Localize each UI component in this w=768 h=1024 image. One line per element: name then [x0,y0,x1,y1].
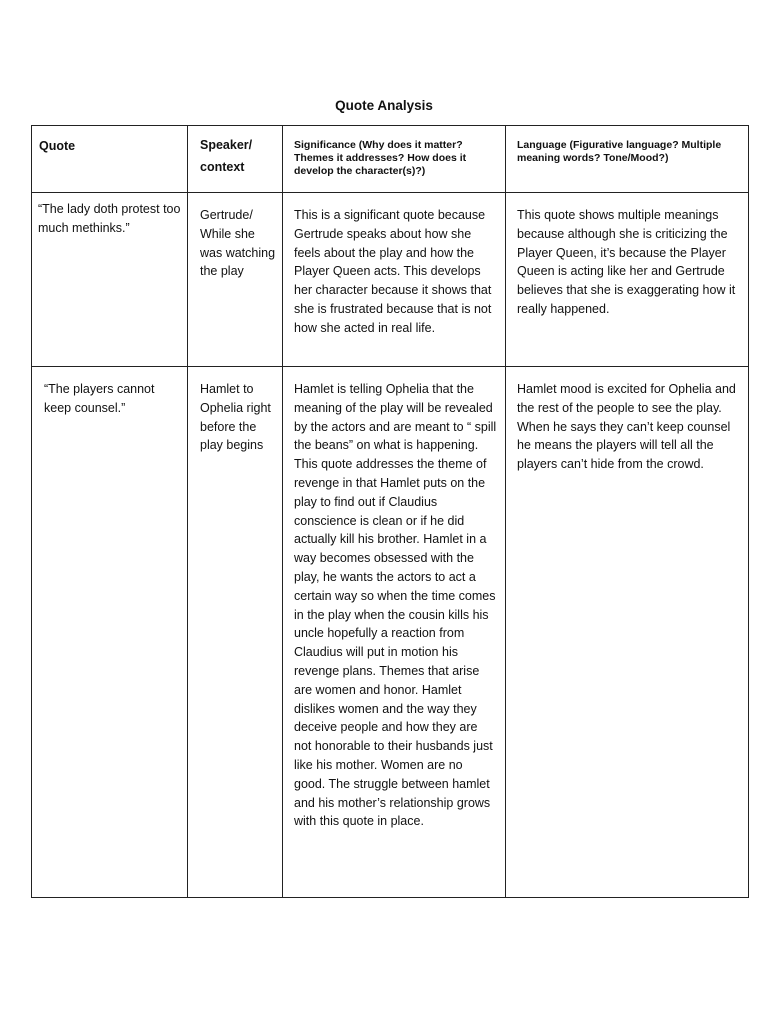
quote-cell [32,367,188,898]
significance-text: Hamlet is telling Ophelia that the meaning of the play will be revealed by the actors and are meant to “ spill the beans” on what is happening. This quote addresses the theme of revenge in that Hamlet puts on the play to find out if Claudius conscience is clean or if he did actually kill his brother. Hamlet in a way becomes obsessed with the play, he wants the actors to act a certain way so when the time comes in the play when the cousin kills his uncle hopefully a reaction from Claudius will put in motion his revenge plans. Themes that arise are women and honor. Hamlet dislikes women and the way they deceive people and how they are not honorable to their husbands just like his mother. Women are no good. The struggle between hamlet and his mother’s relationship grows with this quote in place. [294,382,497,829]
language-cell [506,193,749,367]
header-quote: Quote [39,139,76,153]
quote-cell [32,193,188,367]
header-significance: Significance (Why does it matter? Themes it addresses? How does it develop the character(s)?) [294,139,467,177]
language-text: Hamlet mood is excited for Ophelia and the rest of the people to see the play. When he says they can’t keep counsel he means the players will tell all the players can’t hide from the crowd. [517,382,736,472]
quote-text: “The lady doth protest too much methinks.” [38,202,181,235]
language-cell [506,367,749,898]
header-speaker [188,126,282,178]
table-row [32,367,749,898]
header-quote-cell [32,126,188,193]
header-speaker-cell [188,126,283,193]
table-row [32,193,749,367]
header-speaker-line2: context [200,160,245,174]
quote-text: “The players cannot keep counsel.” [44,382,155,415]
significance-cell [283,367,506,898]
speaker-text: Gertrude/ While she was watching the play [200,208,276,279]
header-language-cell [506,126,749,193]
header-speaker-line1: Speaker/ [200,138,253,152]
language-text: This quote shows multiple meanings because although she is criticizing the Player Queen, it’s because the Player Queen is acting like her and Gertrude believes that she is exaggerating how it really happened. [517,208,736,316]
speaker-cell [188,367,283,898]
significance-text: This is a significant quote because Gertrude speaks about how she feels about the play and how the Player Queen acts. This develops her character because it shows that she is frustrated because that is not how she acted in real life. [294,208,492,335]
speaker-cell [188,193,283,367]
quote-analysis-table [31,125,749,898]
significance-cell [283,193,506,367]
header-language: Language (Figurative language? Multiple meaning words? Tone/Mood?) [517,139,722,164]
table-header-row [32,126,749,193]
document-title: Quote Analysis [335,98,433,113]
speaker-text: Hamlet to Ophelia right before the play begins [200,382,271,453]
header-significance-cell [283,126,506,193]
